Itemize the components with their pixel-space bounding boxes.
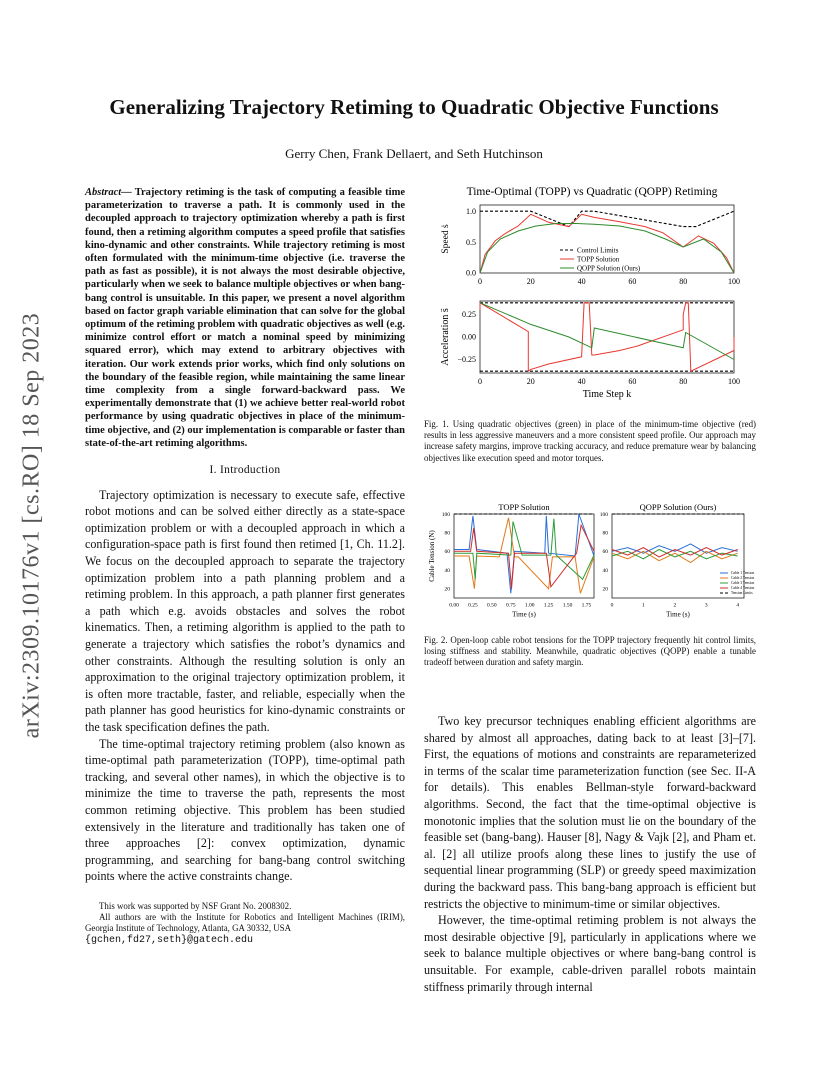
acceleration-plot bbox=[440, 301, 740, 400]
x-tick-label: 1.25 bbox=[543, 602, 554, 609]
y-tick-label: 20 bbox=[444, 586, 450, 593]
arxiv-id: arXiv:2309.10176v1 [cs.RO] 18 Sep 2023 bbox=[18, 312, 45, 739]
y-tick-label: 100 bbox=[441, 511, 450, 518]
x-tick-label: 60 bbox=[628, 277, 637, 286]
y-tick-label: 40 bbox=[602, 567, 608, 574]
y-tick-label: 0.00 bbox=[462, 332, 476, 342]
legend-label: TOPP Solution bbox=[577, 255, 620, 264]
legend-label: QOPP Solution (Ours) bbox=[577, 264, 641, 273]
x-tick-label: 20 bbox=[526, 277, 535, 286]
y-tick-label: 80 bbox=[444, 530, 450, 537]
x-tick-label: 2 bbox=[673, 602, 677, 609]
x-tick-label: 0.25 bbox=[468, 602, 478, 609]
legend-label: Tension Limits bbox=[731, 591, 753, 596]
y-tick-label: 40 bbox=[444, 567, 450, 574]
legend-label: Cable 1 Tension bbox=[731, 571, 755, 576]
right-paragraph-1: Two key precursor techniques enabling efficient algorithms are shared by almost all approaches, dating back to at least [3]–[7]. First, the equations of motions and constraints are reparameterized in terms of the scalar time parameterization function (see Sec. II-A for details). This enables Bellman-style forward-backward algorithms. Second, the fact that the time-optimal objective is monotonic implies that the solution must lie on the boundary of the feasible set (bang-bang). Hauser [8], Nagy & Vajk [2], and Pham et. al. [2] all utilize proofs along these lines to justify the use of sequential linear programming (SLP) or greedy speed maximization during the backward pass. This bang-bang approach is efficient but restricts the objective to minimum-time or similar objectives. bbox=[424, 714, 756, 911]
series-line bbox=[454, 519, 594, 580]
x-tick-label: 1.50 bbox=[562, 602, 573, 609]
footnotes bbox=[85, 901, 405, 946]
x-axis-label: Time (s) bbox=[512, 610, 536, 619]
y-tick-label: 0.5 bbox=[466, 237, 476, 247]
footnote-email: {gchen,fd27,seth}@gatech.edu bbox=[85, 934, 254, 946]
x-tick-label: 0.00 bbox=[449, 602, 459, 609]
y-tick-label: 100 bbox=[599, 511, 608, 518]
y-axis-label: Acceleration s̈ bbox=[440, 308, 451, 366]
x-tick-label: 0 bbox=[478, 277, 482, 286]
x-axis-label: Time (s) bbox=[666, 610, 690, 619]
x-tick-label: 1 bbox=[642, 602, 645, 609]
series-line bbox=[480, 303, 734, 360]
x-axis-label: Time Step k bbox=[582, 389, 632, 400]
x-tick-label: 0 bbox=[610, 602, 614, 609]
y-tick-label: 0.25 bbox=[462, 310, 476, 320]
x-tick-label: 0.50 bbox=[487, 602, 497, 609]
legend-label: Cable 3 Tension bbox=[731, 581, 755, 586]
x-tick-label: 40 bbox=[577, 377, 586, 386]
x-tick-label: 100 bbox=[728, 277, 740, 286]
x-tick-label: 40 bbox=[577, 277, 586, 286]
y-tick-label: 60 bbox=[602, 549, 608, 556]
x-tick-label: 60 bbox=[628, 377, 637, 386]
x-tick-label: 1.00 bbox=[524, 602, 535, 609]
x-tick-label: 20 bbox=[526, 377, 535, 386]
abstract bbox=[85, 186, 405, 450]
x-tick-label: 100 bbox=[728, 377, 740, 386]
qopp-tension-plot bbox=[600, 502, 755, 619]
y-tick-label: 1.0 bbox=[466, 206, 476, 216]
right-column bbox=[424, 713, 756, 995]
fig1-title: Time-Optimal (TOPP) vs Quadratic (QOPP) Retiming bbox=[466, 186, 718, 198]
plot-title: TOPP Solution bbox=[498, 502, 550, 512]
x-tick-label: 80 bbox=[679, 377, 688, 386]
y-tick-label: 60 bbox=[444, 549, 450, 556]
legend-label: Cable 2 Tension bbox=[731, 576, 755, 581]
y-axis-label: Cable Tension (N) bbox=[428, 530, 436, 582]
x-tick-label: 0.75 bbox=[505, 602, 516, 609]
abstract-label: Abstract bbox=[85, 187, 122, 198]
plot-frame bbox=[480, 301, 734, 373]
topp-tension-plot bbox=[428, 502, 594, 619]
x-tick-label: 80 bbox=[679, 277, 688, 286]
y-tick-label: 0.0 bbox=[466, 268, 476, 278]
figure-2 bbox=[424, 500, 764, 622]
arxiv-sidebar bbox=[10, 280, 50, 780]
y-tick-label: 80 bbox=[602, 530, 608, 537]
legend-label: Control Limits bbox=[577, 246, 619, 255]
right-paragraph-2: However, the time-optimal retiming problem is not always the most desirable objective [9], particularly in applications where we seek to balance multiple objectives or where bang-bang control is unsuitable. For example, cable-driven parallel robots maintain stiffness primarily through internal bbox=[424, 913, 756, 994]
x-tick-label: 1.75 bbox=[581, 602, 592, 609]
figure-1 bbox=[424, 183, 764, 405]
x-tick-label: 4 bbox=[736, 602, 740, 609]
fig2-caption: Fig. 2. Open-loop cable robot tensions for the TOPP trajectory frequently hit control limits, losing stiffness and stability. Meanwhile, quadratic objectives (QOPP) enable a tunable tradeoff between duration and safety margin. bbox=[424, 635, 756, 668]
x-tick-label: 3 bbox=[704, 602, 708, 609]
series-line bbox=[480, 303, 734, 371]
fig1-caption: Fig. 1. Using quadratic objectives (green) in place of the minimum-time objective (red) results in less aggressive maneuvers and a more consistent speed profile. Our approach may increase safety margins, improve tracking accuracy, and reduce premature wear by balancing objectives like execution speed and motor torques. bbox=[424, 419, 756, 463]
plot-title: QOPP Solution (Ours) bbox=[639, 502, 717, 512]
footnote-funding: This work was supported by NSF Grant No. 2008302. bbox=[99, 900, 292, 911]
y-tick-label: 20 bbox=[602, 586, 608, 593]
legend-label: Cable 4 Tension bbox=[731, 586, 755, 591]
footnote-affiliation: All authors are with the Institute for Robotics and Intelligent Machines (IRIM), Georgia Institute of Technology, Atlanta, GA 30332, USA bbox=[85, 912, 405, 934]
left-column bbox=[85, 186, 405, 946]
series-line bbox=[612, 544, 738, 553]
y-axis-label: Speed ṡ bbox=[441, 224, 451, 254]
intro-paragraph-1: Trajectory optimization is necessary to execute safe, effective robot motions and can be solved either directly as a state-space optimization problem or with a decoupled approach in which a configuration-space path is first found then retimed [1, Ch. 11.2]. We focus on the decoupled approach to separate the trajectory optimization problem into a path planning problem and a retiming problem. In this approach, a path planner first generates a path which e.g. avoids obstacles and solves the robot kinematics. Then, a retiming algorithm is applied to the path to generate a trajectory which satisfies the robot’s dynamics and other constraints. Although the resulting solution is only an approximation to the original trajectory optimization problem, it is often more tractable, faster, and reliable, especially when the path planner has good heuristics for kino-dynamic constraints or the task specification defines the path. bbox=[85, 487, 405, 734]
x-tick-label: 0 bbox=[478, 377, 482, 386]
intro-paragraph-2: The time-optimal trajectory retiming problem (also known as time-optimal path parameterization (TOPP), time-optimal path tracking, and several other names), in which the objective is to minimize the time to traverse the path, represents the most common retiming objective. This problem has been studied extensively in the literature and traditionally has taken one of three approaches [2]: convex optimization, dynamic programming, and searching for bang-bang control switching points where the active constraints change. bbox=[85, 736, 405, 884]
y-tick-label: −0.25 bbox=[457, 355, 476, 365]
speed-plot bbox=[441, 205, 740, 286]
paper-authors: Gerry Chen, Frank Dellaert, and Seth Hutchinson bbox=[285, 146, 543, 161]
paper-title: Generalizing Trajectory Retiming to Quadratic Objective Functions bbox=[109, 95, 719, 119]
section-heading: I. Introduction bbox=[209, 464, 281, 477]
series-line bbox=[480, 211, 734, 226]
abstract-text: — Trajectory retiming is the task of computing a feasible time parameterization to traverse a path. It is commonly used in the decoupled approach to trajectory optimization whereby a path is first found, then a retiming algorithm computes a speed profile that satisfies kino-dynamic and other constraints. While trajectory retiming is most often formulated with the minimum-time objective (i.e. traverse the path as fast as possible), it is not always the most desirable objective, particularly when we seek to balance multiple objectives or when bang-bang control is unsuitable. In this paper, we present a novel algorithm based on factor graph variable elimination that can solve for the global optimum of the retiming problem with quadratic objectives as well (e.g. minimize control effort or match a nominal speed by minimizing squared error), which may extend to arbitrary objectives with iteration. Our work extends prior works, which find only solutions on the boundary of the feasible region, while maintaining the same linear time complexity from a single forward-backward pass. We experimentally demonstrate that (1) we achieve better real-world robot performance by using quadratic objectives in place of the minimum-time objective, and (2) our implementation is comparable or faster than state-of-the-art retiming algorithms. bbox=[85, 187, 405, 449]
